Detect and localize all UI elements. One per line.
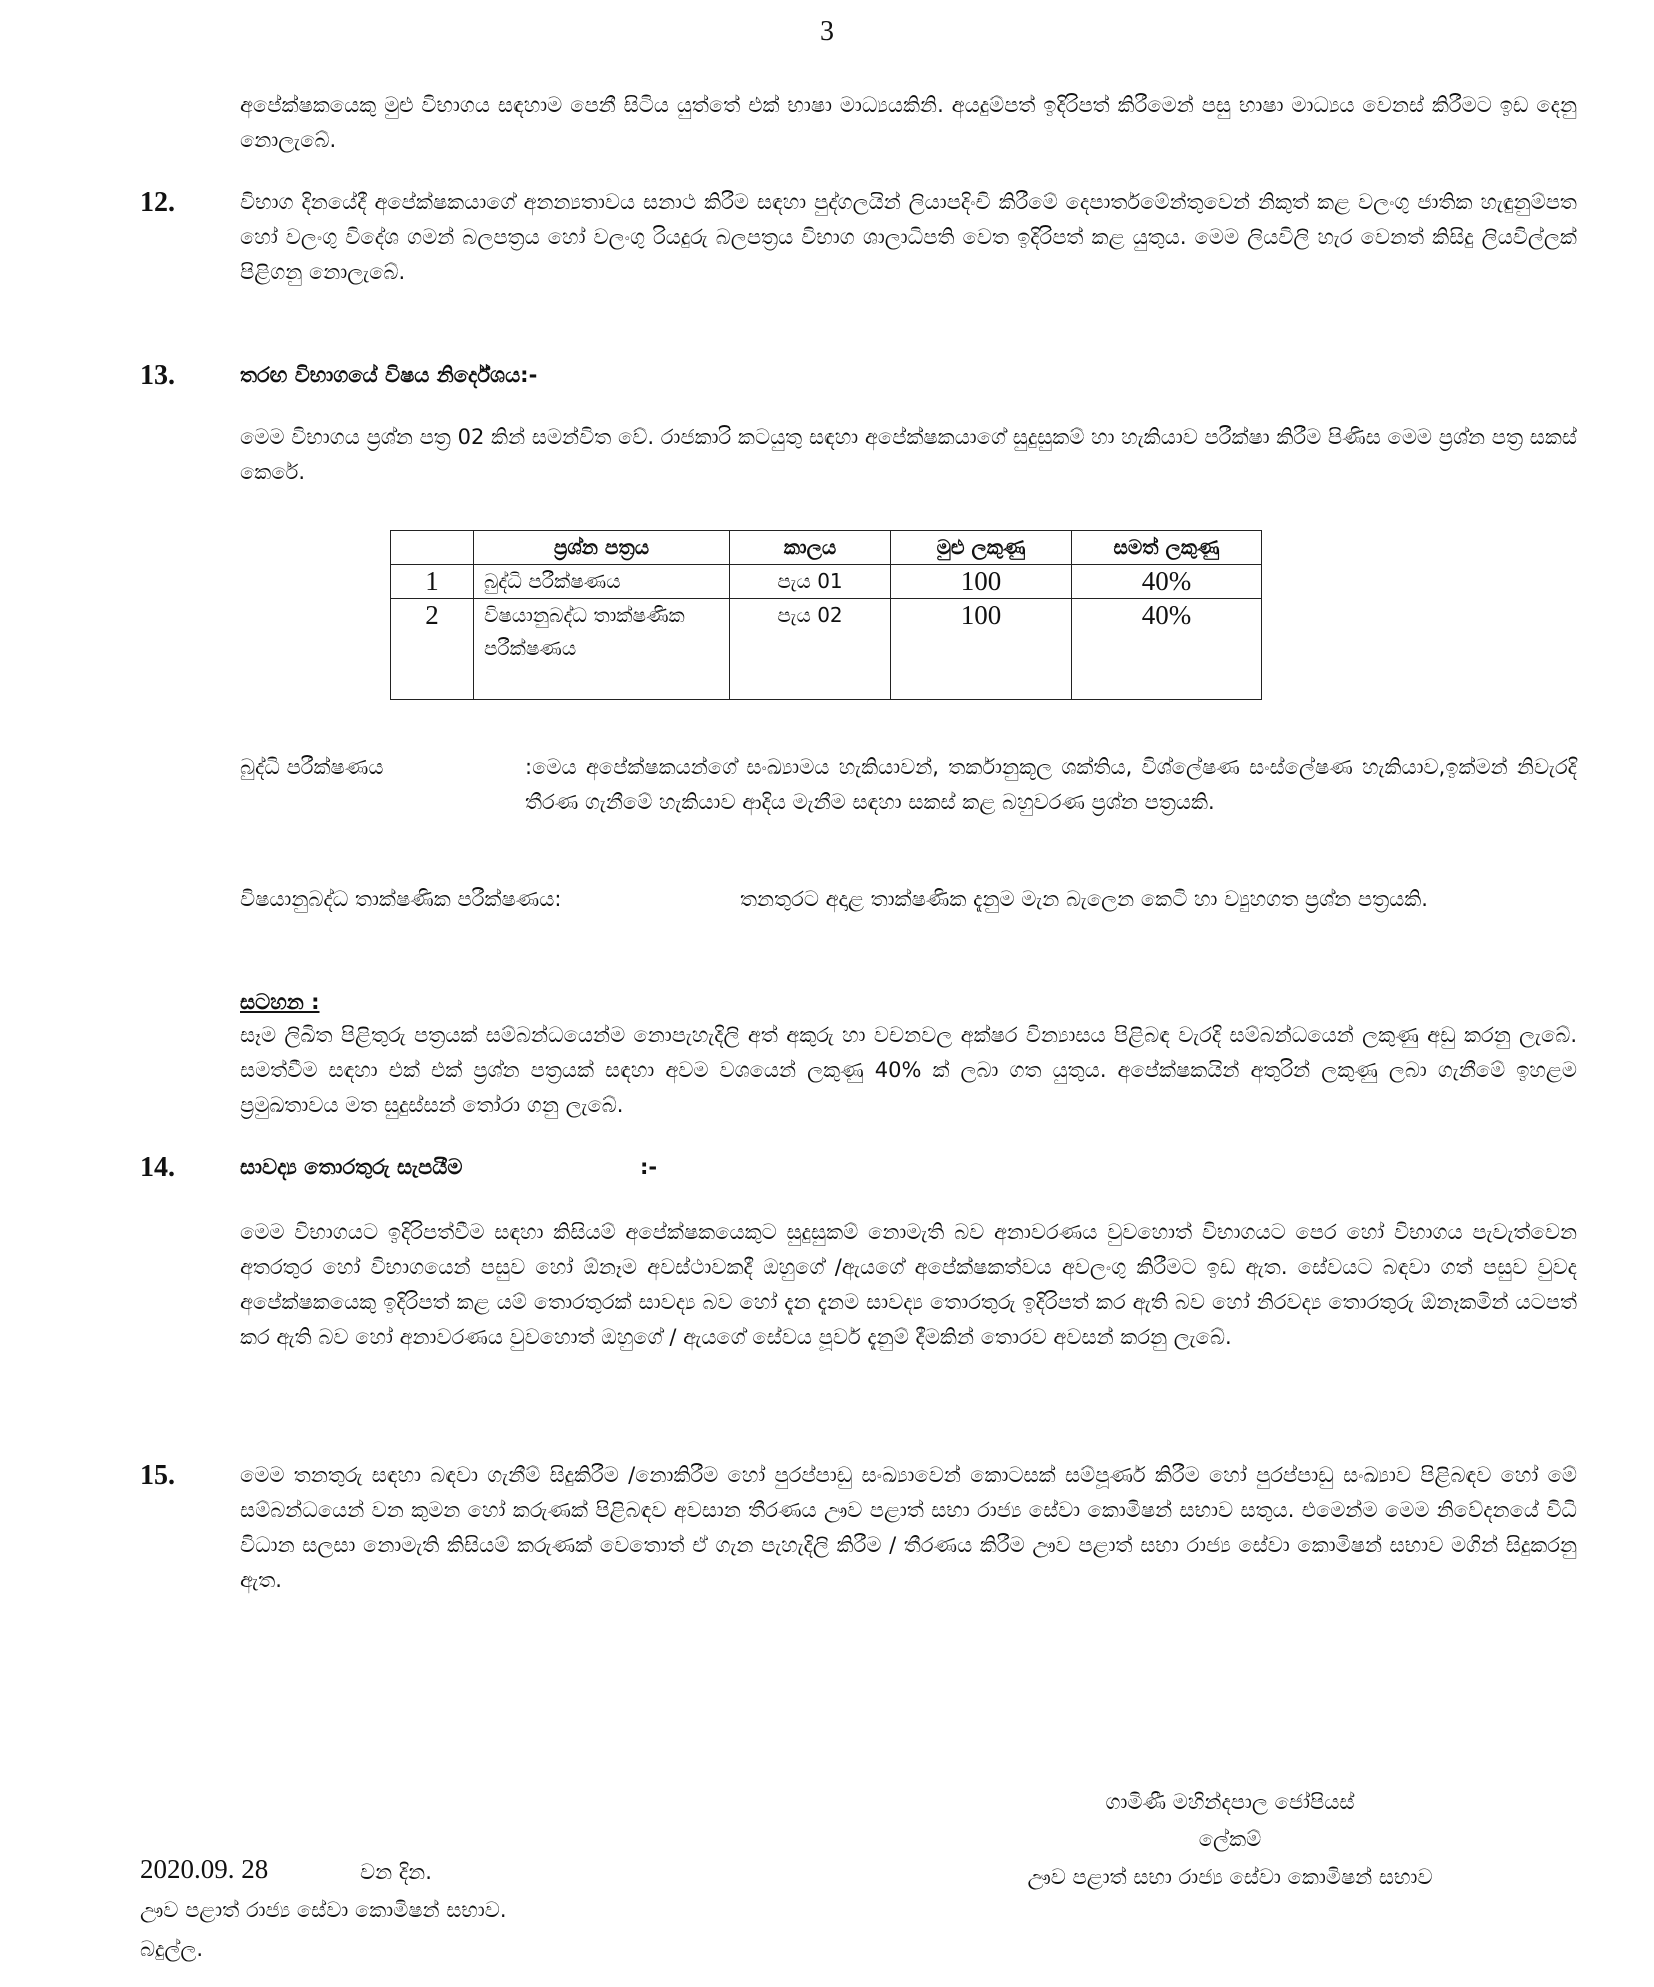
row-no: 2 <box>391 599 474 700</box>
header-no <box>391 531 474 565</box>
row-time: පැය 02 <box>730 599 891 700</box>
row-paper: විෂයානුබද්ධ තාක්ෂණික පරීක්ෂණය <box>474 599 730 700</box>
signatory-office: ඌව පළාත් සභා රාජ්‍ය සේවා කොමිෂන් සභාව <box>1027 1865 1433 1889</box>
row-no: 1 <box>391 565 474 599</box>
signatory-title: ලේකම් <box>1198 1827 1262 1851</box>
table-row <box>391 599 1262 700</box>
iq-test-label: බුද්ධි පරීක්ෂණය <box>240 755 384 779</box>
row-total: 100 <box>891 599 1072 700</box>
section-14-text: මෙම විභාගයට ඉදිරිපත්වීම සඳහා කිසියම් අපේක්ෂකයෙකුට සුදුසුකම් නොමැති බව අනාවරණය වුවහොත් විභාගයට පෙර හෝ විභාගය පැවැත්වෙන අතරතුර හෝ විභාගයෙන් පසුව හෝ ඕනෑම අවස්ථාවකදී ඔහුගේ /ඇයගේ අපේක්ෂකත්වය අවලංගු කිරීමට ඉඩ ඇත. සේවයට බඳවා ගත් පසුව වුවද අපේක්ෂකයෙකු ඉදිරිපත් කළ යම් තොරතුරක් සාවද්‍ය බව හෝ දැන දැනම සාවද්‍ය තොරතුරු ඉදිරිපත් කර ඇති බව හෝ නිරවද්‍ය තොරතුරු ඕනෑකමින් යටපත් කර ඇති බව හෝ අනාවරණය වුවහොත් ඔහුගේ / ඇයගේ සේවය පූර්ව දැනුම් දීමකින් තොරව අවසන් කරනු ලැබේ. <box>240 1220 1577 1349</box>
row-paper: බුද්ධි පරීක්ෂණය <box>474 565 730 599</box>
section-14-separator: :- <box>640 1155 658 1179</box>
section-13-heading: තරඟ විභාගයේ විෂය නිර්දේශය:- <box>240 363 538 387</box>
section-15-number: 15. <box>140 1460 175 1491</box>
iq-test-description: :මෙය අපේක්ෂකයන්ගේ සංඛ්‍යාමය හැකියාවන්, තර්කානුකූල ශක්තිය, විශ්ලේෂණ සංස්ලේෂණ හැකියාව,ඉක්මන් නිවැරදි තීරණ ගැනීමේ හැකියාව ආදිය මැනීම සඳහා සකස් කළ බහුවරණ ප්‍රශ්න පත්‍රයකි. <box>525 755 1577 814</box>
table-header-row <box>391 531 1262 565</box>
issuer-address-line1: ඌව පළාත් රාජ්‍ය සේවා කොමිෂන් සභාව. <box>140 1898 507 1922</box>
technical-test-label: විෂයානුබද්ධ තාක්ෂණික පරීක්ෂණය: <box>240 887 562 911</box>
note-title: සටහන : <box>240 990 320 1014</box>
header-time: කාලය <box>730 531 891 565</box>
table-row <box>391 565 1262 599</box>
intro-paragraph: අපේක්ෂකයෙකු මුළු විභාගය සඳහාම පෙනී සිටිය යුත්තේ එක් භාෂා මාධ්‍යයකිනි. අයදුම්පත් ඉදිරිපත් කිරීමෙන් පසු භාෂා මාධ්‍යය වෙනස් කිරීමට ඉඩ දෙනු නොලැබේ. <box>240 93 1577 152</box>
section-13-text: මෙම විභාගය ප්‍රශ්න පත්‍ර 02 කින් සමන්විත වේ. රාජකාරි කටයුතු සඳහා අපේක්ෂකයාගේ සුදුසුකම් හා හැකියාව පරීක්ෂා කිරීම පිණිස මෙම ප්‍රශ්න පත්‍ර සකස් කෙරේ. <box>240 425 1577 484</box>
page-number: 3 <box>820 16 834 47</box>
row-pass: 40% <box>1072 565 1262 599</box>
section-15-text: මෙම තනතුරු සඳහා බඳවා ගැනීම් සිදුකිරීම /නොකිරීම හෝ පුරප්පාඩු සංඛ්‍යාවෙන් කොටසක් සම්පූර්ණ කිරීම හෝ පුරප්පාඩු සංඛ්‍යාව පිළිබඳව හෝ මේ සම්බන්ධයෙන් වන කුමන හෝ කරුණක් පිළිබඳව අවසාන තීරණය ඌව පළාත් සභා රාජ්‍ය සේවා කොමිෂන් සභාව සතුය. එමෙන්ම මෙම නිවේදනයේ විධි විධාන සලසා නොමැති කිසියම් කරුණක් වෙතොත් ඒ ගැන පැහැදිලි කිරීම / තීරණය කිරීම ඌව පළාත් සභා රාජ්‍ය සේවා කොමිෂන් සභාව මගින් සිදුකරනු ඇත. <box>240 1463 1577 1592</box>
row-pass: 40% <box>1072 599 1262 700</box>
section-12-number: 12. <box>140 187 175 218</box>
issue-date: 2020.09. 28 <box>140 1854 269 1884</box>
issuer-address-line2: බදුල්ල. <box>140 1937 204 1961</box>
header-paper: ප්‍රශ්න පත්‍රය <box>474 531 730 565</box>
technical-test-description: තනතුරට අදාළ තාක්ෂණික දැනුම මැන බැලෙන කෙටි හා ව්‍යුහගත ප්‍රශ්න පත්‍රයකි. <box>740 887 1428 911</box>
issue-date-suffix: වන දින. <box>360 1860 432 1884</box>
section-12-text: විභාග දිනයේදී අපේක්ෂකයාගේ අනන්‍යතාවය සනාථ කිරීම සඳහා පුද්ගලයින් ලියාපදිංචි කිරීමේ දෙපාර්තමේන්තුවෙන් නිකුත් කළ වලංගු ජාතික හැඳුනුම්පත හෝ වලංගු විදේශ ගමන් බලපත්‍රය හෝ වලංගු රියදුරු බලපත්‍රය විභාග ශාලාධිපති වෙත ඉදිරිපත් කළ යුතුය. මෙම ලියවිලි හැර වෙනත් කිසිදු ලියවිල්ලක් පිළිගනු නොලැබේ. <box>240 190 1577 284</box>
row-time: පැය 01 <box>730 565 891 599</box>
header-total-marks: මුළු ලකුණු <box>891 531 1072 565</box>
note-text: සෑම ලිඛිත පිළිතුරු පත්‍රයක් සම්බන්ධයෙන්ම නොපැහැදිලි අත් අකුරු හා වචනවල අක්ෂර වින්‍යාසය පිළිබඳ වැරදි සම්බන්ධයෙන් ලකුණු අඩු කරනු ලැබේ. සමත්වීම සඳහා එක් එක් ප්‍රශ්න පත්‍රයක් සඳහා අවම වශයෙන් ලකුණු 40% ක් ලබා ගත යුතුය. අපේක්ෂකයින් අතුරින් ලකුණු ලබා ගැනීමේ ඉහළම ප්‍රමුඛතාවය මත සුදුස්සන් තෝරා ගනු ලැබේ. <box>240 1023 1577 1117</box>
section-13-number: 13. <box>140 360 175 391</box>
row-total: 100 <box>891 565 1072 599</box>
exam-papers-table <box>390 530 1262 700</box>
section-14-number: 14. <box>140 1152 175 1183</box>
section-14-heading: සාවද්‍ය තොරතුරු සැපයීම <box>240 1155 463 1179</box>
signatory-name: ගාමිණී මහින්දපාල ජෝපියස් <box>1105 1790 1355 1814</box>
header-pass-marks: සමත් ලකුණු <box>1072 531 1262 565</box>
